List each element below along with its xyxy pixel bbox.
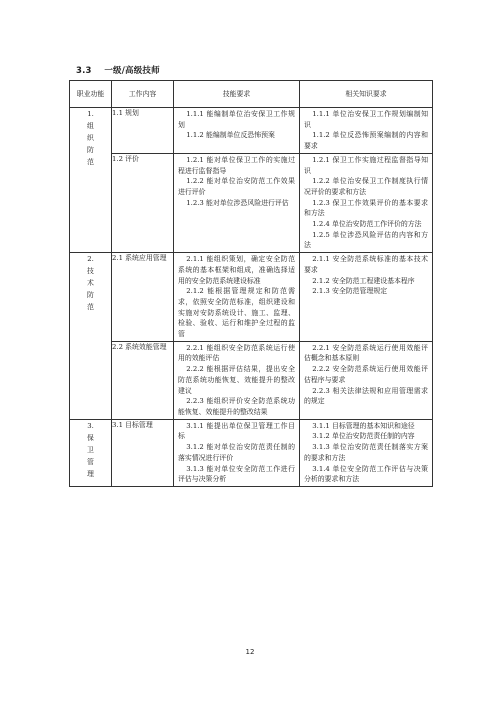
knowledge-cell — [300, 419, 433, 486]
skill-item: 3.1.1 能提出单位保卫管理工作目标 — [178, 421, 295, 441]
header-function: 职业功能 — [70, 81, 112, 108]
skill-standard-table — [69, 80, 433, 487]
knowledge-cell — [300, 153, 433, 252]
knowledge-item: 3.1.1 目标管理的基本知识和途径 — [312, 421, 415, 430]
table-row — [70, 153, 433, 252]
skills-cell — [174, 253, 300, 342]
skills-cell — [174, 341, 300, 419]
skills-cell — [174, 153, 300, 252]
knowledge-item: 2.1.2 安全防范工程建设基本程序 — [312, 276, 415, 285]
content-cell: 2.2 系统效能管理 — [112, 341, 174, 419]
table-row — [70, 253, 433, 342]
function-label: 1.组织防范 — [87, 110, 94, 167]
knowledge-item: 1.2.4 单位治安防范工作评价的方法 — [312, 220, 422, 229]
skill-item: 3.1.3 能对单位安全防范工作进行评估与决策分析 — [178, 464, 295, 484]
skills-cell — [174, 419, 300, 486]
knowledge-item: 3.1.4 单位安全防范工作评估与决策分析的要求和方法 — [304, 464, 428, 484]
knowledge-item: 1.1.1 单位治安保卫工作规划编制知识 — [304, 110, 428, 129]
knowledge-item: 3.1.2 单位治安防范责任制的内容 — [312, 432, 415, 441]
skill-item: 2.1.2 能根据管理规定和防范需求，依照安全防范标准，组织建设和实施对安防系统设计、施工、监理、检验、验收、运行和维护全过程的监管 — [178, 287, 295, 339]
skill-item: 2.2.3 能组织评价安全防范系统功能恢复、效能提升的整改结果 — [178, 397, 295, 416]
content-cell: 3.1 目标管理 — [112, 419, 174, 486]
skill-item: 1.2.2 能对单位治安防范工作效果进行评价 — [178, 177, 295, 196]
function-label: 3.保卫管理 — [87, 421, 94, 478]
page-number: 12 — [245, 648, 255, 656]
skill-item: 2.1.1 能组织策划，确定安全防范系统的基本框架和组成，准确选择适用的安全防范系统建设标准 — [178, 255, 295, 285]
content-cell: 1.2 评价 — [112, 153, 174, 252]
table-row — [70, 108, 433, 154]
table-header-row — [70, 81, 433, 108]
knowledge-item: 1.2.2 单位治安保卫工作制度执行情况评价的要求和方法 — [304, 177, 428, 196]
header-content: 工作内容 — [112, 81, 174, 108]
knowledge-item: 1.2.5 单位涉恐风险评估的内容和方法 — [304, 230, 428, 250]
knowledge-item: 2.1.1 安全防范系统标准的基本技术要求 — [304, 255, 428, 274]
knowledge-item: 2.2.2 安全防范系统运行使用效能评估程序与要求 — [304, 365, 428, 384]
section-title-text: 一级/高级技师 — [104, 66, 160, 76]
skill-item: 1.1.2 能编制单位反恐怖预案 — [186, 131, 275, 140]
function-cell-2 — [70, 253, 112, 420]
section-number: 3.3 — [76, 66, 92, 76]
content-cell: 2.1 系统应用管理 — [112, 253, 174, 342]
header-knowledge: 相关知识要求 — [300, 81, 433, 108]
function-cell-3 — [70, 419, 112, 486]
knowledge-cell — [300, 341, 433, 419]
skill-item: 2.2.1 能组织安全防范系统运行使用的效能评估 — [178, 343, 295, 363]
skills-cell — [174, 108, 300, 154]
knowledge-item: 1.2.3 保卫工作效果评价的基本要求和方法 — [304, 198, 428, 218]
table-row — [70, 419, 433, 486]
knowledge-item: 2.1.3 安全防范管理规定 — [312, 287, 388, 296]
knowledge-item: 2.2.1 安全防范系统运行使用效能评估概念和基本原则 — [304, 343, 428, 363]
function-cell-1 — [70, 108, 112, 253]
table-row — [70, 341, 433, 419]
section-title — [76, 64, 160, 76]
content-cell: 1.1 规划 — [112, 108, 174, 154]
knowledge-item: 1.1.2 单位反恐怖预案编制的内容和要求 — [304, 131, 428, 151]
knowledge-cell — [300, 253, 433, 342]
knowledge-cell — [300, 108, 433, 154]
skill-item: 3.1.2 能对单位治安防范责任制的落实情况进行评价 — [178, 443, 295, 462]
skill-item: 1.2.1 能对单位保卫工作的实施过程进行监督指导 — [178, 155, 295, 175]
skill-item: 2.2.2 能根据评估结果，提出安全防范系统功能恢复、效能提升的整改建议 — [178, 365, 295, 395]
knowledge-item: 3.1.3 单位治安防范责任制落实方案的要求和方法 — [304, 443, 428, 462]
skill-item: 1.1.1 能编制单位治安保卫工作规划 — [178, 110, 295, 129]
header-skills: 技能要求 — [174, 81, 300, 108]
knowledge-item: 2.2.3 相关法律法规和应用管理需求的规定 — [304, 386, 428, 406]
knowledge-item: 1.2.1 保卫工作实施过程监督指导知识 — [304, 155, 428, 175]
skill-item: 1.2.3 能对单位涉恐风险进行评估 — [186, 198, 289, 207]
function-label: 2.技术防范 — [87, 255, 94, 312]
